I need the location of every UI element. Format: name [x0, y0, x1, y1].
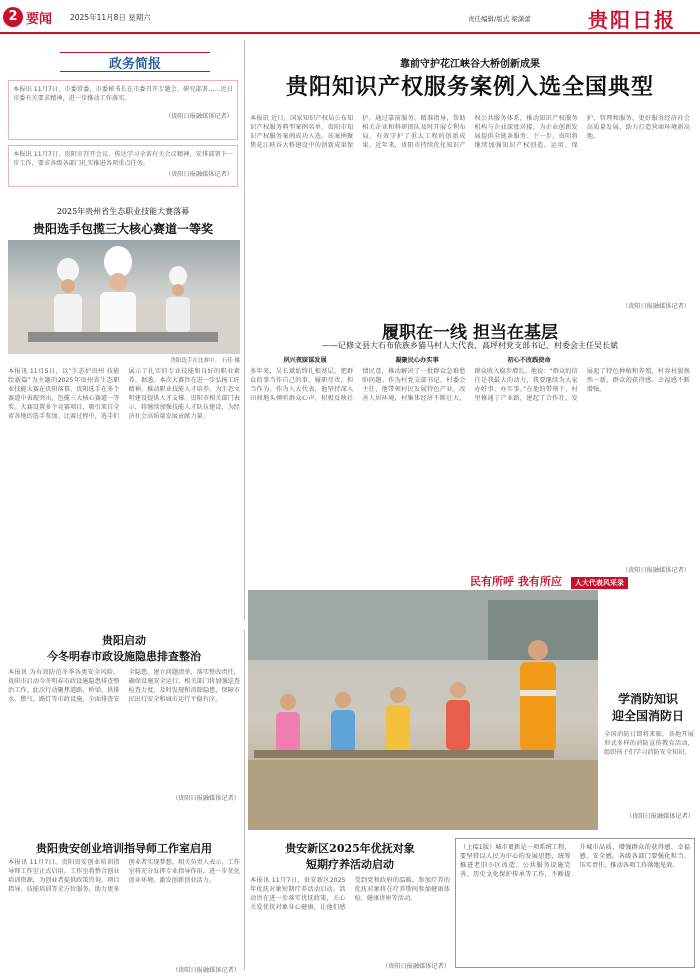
grassroots-subhead-3: 初心不改践使命	[507, 357, 551, 364]
page-number: 2	[3, 7, 23, 27]
care-body: 本报讯 11月7日，贵安新区2025年优抚对象短期疗养活动启动。活动旨在进一步落实优抚政策，关心关爱优抚对象身心健康，让他们感受到党和政府的温暖。参加疗养的优抚对象将在疗养期间参加健康体检、健康讲座等活动。	[250, 877, 450, 911]
header-rule	[0, 32, 700, 34]
chef-photo-graphic	[8, 240, 240, 354]
care-kicker: 贵安新区2025年优抚对象	[285, 842, 415, 855]
brief-box-2	[8, 145, 238, 187]
grassroots-subheadline: ——记修文县大石布依族乡猫马村人大代表、高坪村党支部书记、村委会主任吴长斌	[322, 341, 618, 350]
fire-headline-2: 迎全国消防日	[611, 709, 684, 723]
brief-box	[8, 80, 238, 140]
column-banner-slogan: 民有所呼 我有所应	[470, 575, 562, 588]
grassroots-headline: 履职在一线 担当在基层	[382, 323, 558, 343]
grassroots-subhead-2: 凝聚民心办实事	[395, 357, 439, 364]
column-divider	[244, 40, 245, 620]
brief-source-2: （贵阳日报融媒体记者）	[164, 171, 233, 178]
fire-source: （贵阳日报融媒体记者）	[625, 813, 694, 820]
photo-caption: 贵阳选手在比赛中。 石佳 摄	[170, 358, 240, 364]
startup-body: 本报讯 11月7日，贵阳贵安创业培训指导师工作室正式启用。工作室将整合创业培训资源，为创业者提供政策咨询、项目指导、技能培训等全方位服务，助力更多创业者实现梦想。相关负责人表示，工作室将充分发挥专业指导作用，进一步优化创业环境，激发创新创业活力。	[8, 859, 240, 893]
brief-item-1: 本报讯 11月7日，市委常委、市委秘书长在市委召开专题会，研究部署……近日市委有关要求精神，进一步推动工作落实。	[13, 86, 233, 102]
fire-headline-1: 学消防知识	[617, 692, 678, 706]
chef-photo	[8, 240, 240, 354]
newspaper-logo: 贵阳日报	[588, 8, 676, 32]
brief-title-bar	[60, 52, 210, 72]
ip-headline: 贵阳知识产权服务案例入选全国典型	[285, 74, 654, 100]
issue-date: 2025年11月8日 星期六	[70, 13, 151, 22]
ip-body: 本报讯 近日，国家知识产权局公布知识产权服务典型案例名单，贵阳市知识产权服务案例成功入选。该案例聚焦花江峡谷大桥建设中的创新成果保护，通过靠前服务、精准指导，帮助相关企业和科研团队及时开展专利布局，有效守护了重大工程的创新成果。近年来，贵阳市持续优化知识产权公共服务体系，推动知识产权服务机构与企业深度对接，为企业创新发展提供全链条服务。下一步，贵阳将继续加强知识产权创造、运用、保护、管理和服务，更好服务经济社会高质量发展，助力打造营商环境新高地。	[250, 115, 690, 149]
municipal-kicker: 贵阳启动	[102, 634, 146, 647]
municipal-body: 本报讯 为有效防范冬季各类安全风险，贵阳市启动今冬明春市政设施隐患排查整治工作。此次行动聚焦道路、桥梁、供排水、燃气、路灯等市政设施，全面排查安全隐患，建立问题清单，落实整改责任，确保设施安全运行。相关部门将加强巡查检查力度，及时发现和消除隐患，保障市民出行安全和城市运行平稳有序。	[8, 669, 240, 703]
editor-credits: 责任编辑/版式 梁潇蕾	[468, 15, 531, 23]
brief-source-1: （贵阳日报融媒体记者）	[164, 113, 233, 120]
brief-item-2: 本报讯 11月7日，贵阳市召开会议，传达学习全省有关会议精神，安排部署下一步工作，要求各级各部门扎实推进各项重点任务。	[13, 151, 233, 167]
vocational-body: 本报讯 11月5日，以“生态护贵州 技能绘新篇”为主题的2025年贵州省生态职业技能大赛在贵阳落幕。贵阳选手在多个赛道中表现突出，包揽三大核心赛道一等奖。大赛设置多个竞赛项目，吸引来自全省各地的选手参加。比赛过程中，选手们展示了扎实的专业技能和良好的职业素养。据悉，本次大赛旨在进一步弘扬工匠精神，推动职业技能人才培养，为生态文明建设提供人才支撑。贵阳市相关部门表示，将继续加强技能人才队伍建设，为经济社会高质量发展贡献力量。	[8, 368, 240, 420]
section-title: 要闻	[26, 12, 53, 27]
municipal-source: （贵阳日报融媒体记者）	[171, 795, 240, 802]
fire-drill-photo	[248, 590, 598, 830]
startup-source: （贵阳日报融媒体记者）	[171, 967, 240, 974]
column-banner	[470, 570, 692, 586]
column-divider-2	[244, 630, 245, 970]
care-source: （贵阳日报融媒体记者）	[381, 963, 450, 970]
ip-kicker: 靠前守护花江峡谷大桥创新成果	[400, 59, 540, 70]
grassroots-source: （贵阳日报融媒体记者）	[621, 567, 690, 574]
startup-headline: 贵阳贵安创业培训指导师工作室启用	[36, 842, 212, 855]
brief-title: 政务简报	[108, 57, 161, 72]
care-headline: 短期疗养活动启动	[306, 858, 394, 871]
column-banner-label: 人大代表风采录	[571, 577, 628, 589]
fire-drill-graphic	[248, 590, 598, 830]
vocational-kicker: 2025年贵州省生态职业技能大赛落幕	[56, 207, 190, 216]
grassroots-subhead-1: 夙兴夜寐谋发展	[283, 357, 327, 364]
ip-source: （贵阳日报融媒体记者）	[621, 303, 690, 310]
commentary-box	[455, 838, 695, 968]
vocational-headline: 贵阳选手包揽三大核心赛道一等奖	[32, 222, 213, 236]
commentary-body: （上接1版）城市更新是一项系统工程，要坚持以人民为中心的发展思想，统筹推进老旧小区改造、公共服务设施完善、历史文化保护传承等工作，不断提升城市品质，增强群众的获得感、幸福感、安全感。各级各部门要强化担当、压实责任，推动各项工作落地见效。	[460, 844, 690, 878]
municipal-headline: 今冬明春市政设施隐患排查整治	[47, 650, 201, 663]
masthead	[0, 0, 700, 34]
grassroots-body: 多年来，吴长斌始终扎根基层，把群众的事当作自己的事，履职尽责、担当作为。作为人大代表，他坚持深入田间地头倾听群众心声，积极反映社情民意，推动解决了一批群众急难愁盼问题。作为村党支部书记、村委会主任，他带领村民发展特色产业，改善人居环境，村集体经济不断壮大，群众收入稳步增长。他说：“群众的信任是我最大的动力，我要继续为大家办好事、办实事。”在他的带领下，村里修通了产业路，建起了合作社，发展起了特色种植和养殖，村容村貌焕然一新，群众的获得感、幸福感不断增强。	[250, 368, 690, 402]
fire-caption: 全国消防日即将来临，各地开展形式多样的消防宣传教育活动，组织孩子们学习消防安全知识。	[604, 731, 694, 756]
